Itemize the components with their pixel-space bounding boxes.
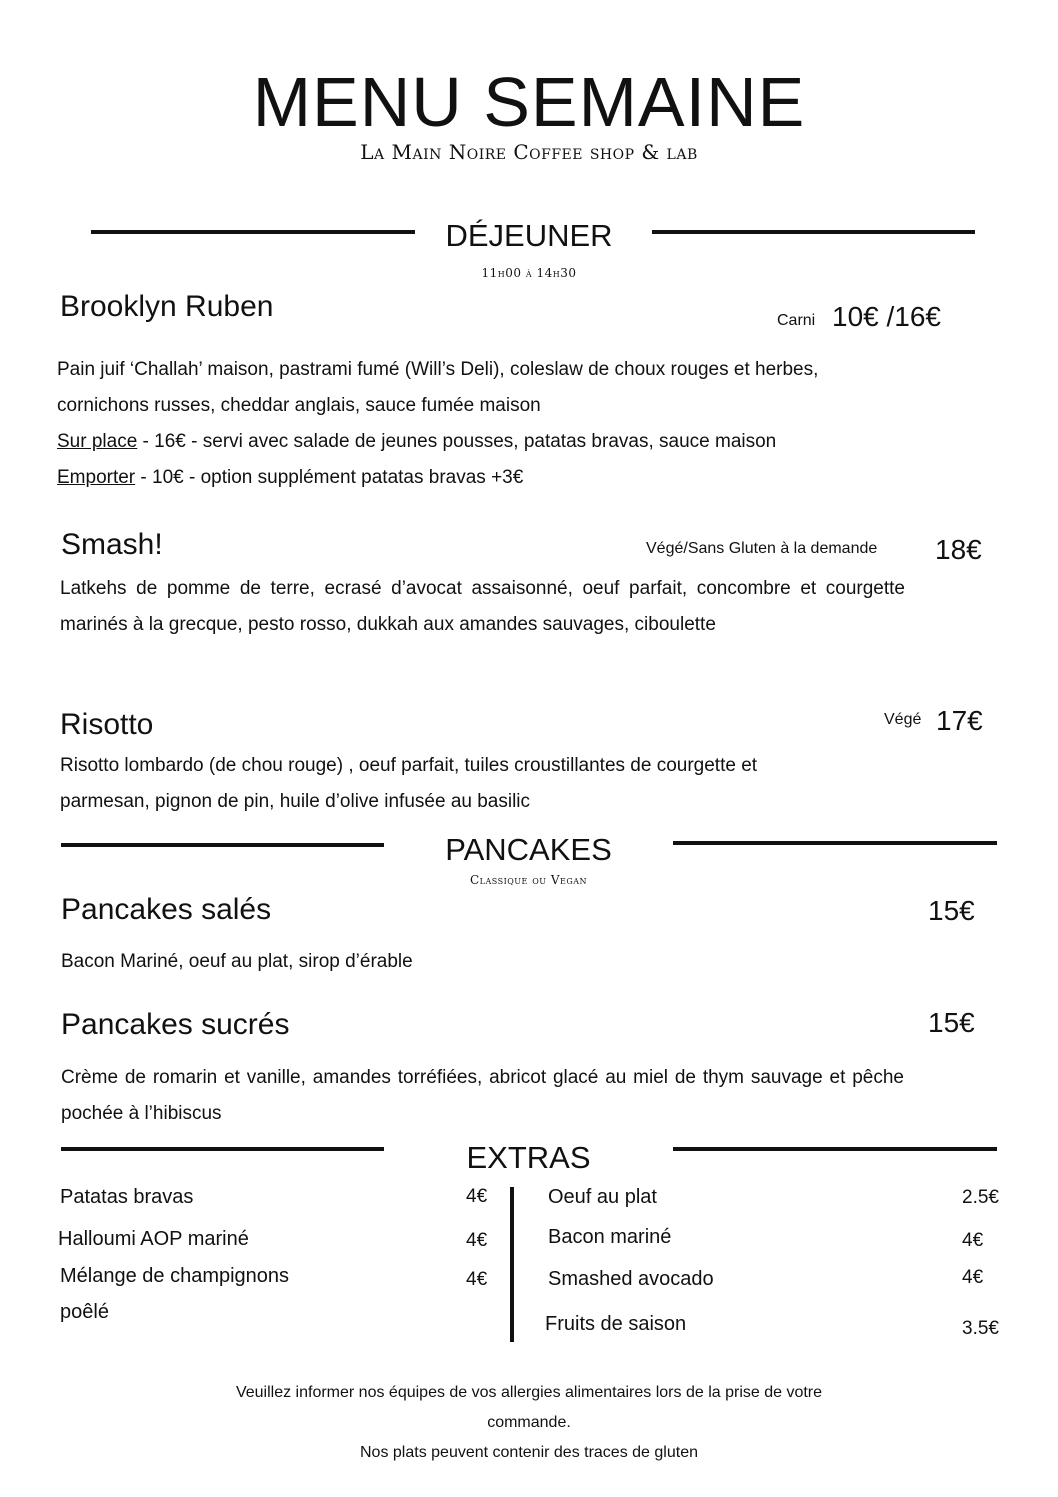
desc-line: parmesan, pignon de pin, huile d’olive infusée au basilic <box>60 791 531 812</box>
section-divider-left <box>61 1147 384 1151</box>
section-divider-right <box>673 1147 997 1151</box>
dish-price-pancakes-sucres: 15€ <box>928 1007 975 1038</box>
dish-name-risotto: Risotto <box>60 708 154 741</box>
dish-desc-risotto <box>60 748 940 820</box>
sur-place-text: - 16€ - servi avec salade de jeunes pousses, patatas bravas, sauce maison <box>137 431 777 452</box>
page-subtitle: La Main Noire Coffee shop & lab <box>360 140 698 164</box>
extras-column-divider <box>510 1187 514 1342</box>
extra-name: Bacon mariné <box>548 1226 672 1248</box>
section-title-extras: EXTRAS <box>466 1140 591 1175</box>
extra-price: 4€ <box>466 1269 488 1290</box>
sur-place-line <box>57 424 987 460</box>
dish-name-smash: Smash! <box>61 528 163 561</box>
dish-desc-smash: Latkehs de pomme de terre, ecrasé d’avocat assaisonné, oeuf parfait, concombre et courgette marinés à la grecque, pesto rosso, dukkah aux amandes sauvages, ciboulette <box>60 578 905 635</box>
emporter-text: - 10€ - option supplément patatas bravas +3€ <box>135 467 524 488</box>
section-subtitle-pancakes: Classique ou Vegan <box>470 873 587 887</box>
section-title-dejeuner: DÉJEUNER <box>445 218 613 253</box>
dish-price-risotto: 17€ <box>936 705 983 736</box>
desc-line: cornichons russes, cheddar anglais, sauce fumée maison <box>57 395 541 416</box>
allergy-notice: Veuillez informer nos équipes de vos allergies alimentaires lors de la prise de votre <box>235 1384 823 1401</box>
sur-place-label: Sur place <box>57 431 138 452</box>
dish-desc-pancakes-sucres: Crème de romarin et vanille, amandes torréfiées, abricot glacé au miel de thym sauvage et pêche pochée à l’hibiscus <box>61 1067 904 1124</box>
extra-price: 2.5€ <box>962 1187 999 1208</box>
extra-name: Patatas bravas <box>60 1186 194 1208</box>
section-hours: 11h00 à 14h30 <box>481 266 577 280</box>
section-divider-left <box>61 843 384 847</box>
dish-note-brooklyn: Carni <box>777 312 816 329</box>
emporter-line <box>57 460 987 496</box>
extra-name: Halloumi AOP mariné <box>58 1228 249 1250</box>
dish-note-smash: Végé/Sans Gluten à la demande <box>646 540 878 557</box>
extra-price: 4€ <box>962 1267 984 1288</box>
section-title-pancakes: PANCAKES <box>445 832 612 867</box>
extra-price: 4€ <box>466 1186 488 1207</box>
dish-desc-pancakes-sales: Bacon Mariné, oeuf au plat, sirop d’érable <box>61 951 413 972</box>
desc-line: Risotto lombardo (de chou rouge) , oeuf parfait, tuiles croustillantes de courgette et <box>60 755 758 776</box>
emporter-label: Emporter <box>57 467 136 488</box>
dish-name-pancakes-sucres: Pancakes sucrés <box>61 1008 290 1041</box>
extra-name: Fruits de saison <box>545 1313 687 1335</box>
dish-price-smash: 18€ <box>935 534 982 565</box>
extra-name: Mélange de champignons <box>60 1265 290 1287</box>
extra-price: 4€ <box>466 1230 488 1251</box>
allergy-notice-continued: commande. <box>487 1414 571 1431</box>
extra-name: Oeuf au plat <box>548 1186 657 1208</box>
extra-price: 3.5€ <box>962 1318 999 1339</box>
section-divider-left <box>91 230 415 234</box>
dish-desc-brooklyn <box>57 352 987 496</box>
dish-price-brooklyn: 10€ /16€ <box>832 301 941 332</box>
dish-name-brooklyn: Brooklyn Ruben <box>60 290 274 323</box>
section-divider-right <box>673 841 997 845</box>
extra-name: Smashed avocado <box>548 1268 714 1290</box>
page-title: MENU SEMAINE <box>252 63 806 141</box>
extra-name-continued: poêlé <box>60 1301 109 1323</box>
gluten-notice: Nos plats peuvent contenir des traces de gluten <box>360 1444 698 1461</box>
desc-line: Pain juif ‘Challah’ maison, pastrami fumé (Will’s Deli), coleslaw de choux rouges et herbes, <box>57 359 819 380</box>
extra-price: 4€ <box>962 1230 984 1251</box>
section-divider-right <box>652 230 975 234</box>
dish-name-pancakes-sales: Pancakes salés <box>61 893 272 926</box>
dish-price-pancakes-sales: 15€ <box>928 895 975 926</box>
dish-note-risotto: Végé <box>884 711 922 728</box>
